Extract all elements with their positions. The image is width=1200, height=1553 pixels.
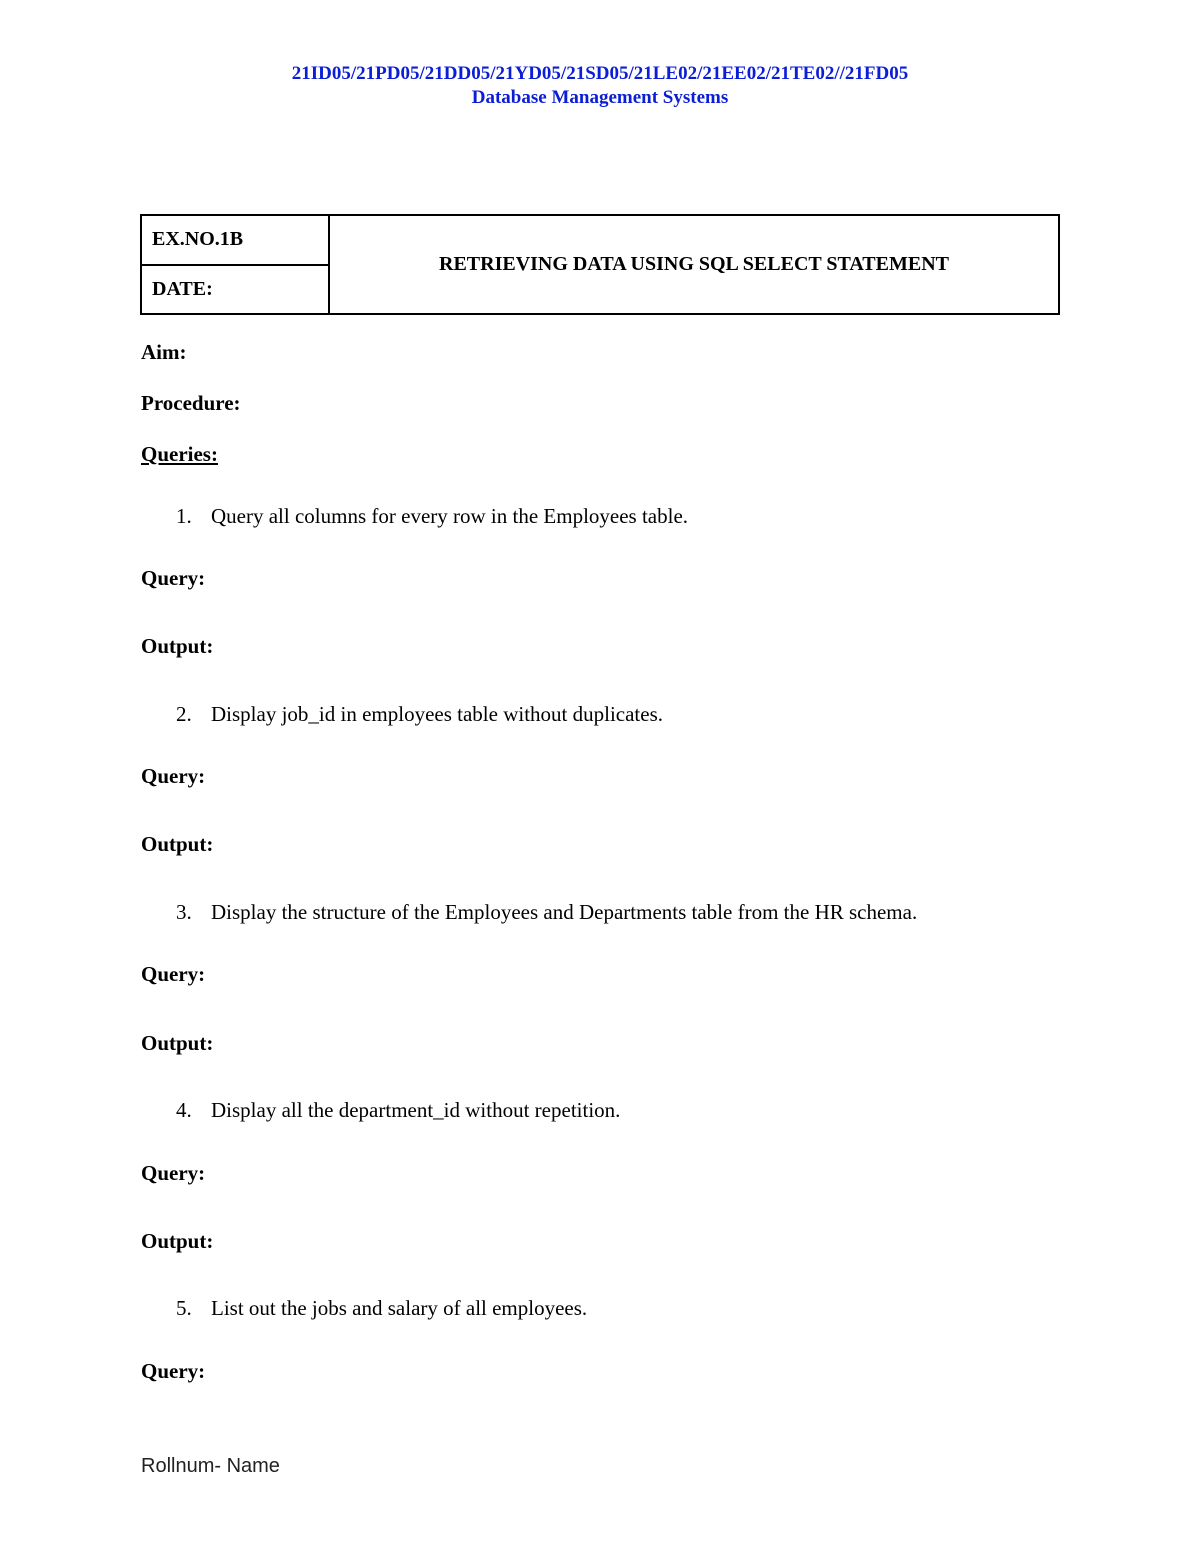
list-item [176, 1296, 587, 1321]
query-label: Query: [141, 764, 206, 788]
list-item-text: Display all the department_id without repetition. [211, 1098, 621, 1122]
exercise-title-cell: RETRIEVING DATA USING SQL SELECT STATEMENT [329, 215, 1059, 314]
list-item-number: 1. [176, 504, 192, 528]
list-item-text: Display the structure of the Employees and Departments table from the HR schema. [211, 900, 918, 924]
course-name-header: Database Management Systems [471, 87, 729, 108]
list-item-number: 3. [176, 900, 192, 924]
procedure-label: Procedure: [141, 391, 241, 415]
list-item-number: 2. [176, 702, 192, 726]
list-item-text: Display job_id in employees table without duplicates. [211, 702, 664, 726]
list-item-number: 4. [176, 1098, 192, 1122]
queries-label: Queries: [141, 442, 218, 466]
output-label: Output: [141, 1031, 214, 1055]
query-label: Query: [141, 566, 206, 590]
list-item-text: List out the jobs and salary of all employees. [211, 1296, 588, 1320]
date-cell: DATE: [141, 265, 329, 315]
query-label: Query: [141, 1359, 206, 1383]
aim-label: Aim: [141, 340, 187, 364]
exercise-header-table [140, 214, 1060, 315]
list-item [176, 702, 663, 727]
list-item-number: 5. [176, 1296, 192, 1320]
list-item-text: Query all columns for every row in the Employees table. [211, 504, 689, 528]
list-item [176, 1098, 620, 1123]
query-label: Query: [141, 1161, 206, 1185]
output-label: Output: [141, 832, 214, 856]
query-label: Query: [141, 962, 206, 986]
output-label: Output: [141, 634, 214, 658]
footer-rollnum-name: Rollnum- Name [141, 1455, 280, 1477]
course-codes-header: 21ID05/21PD05/21DD05/21YD05/21SD05/21LE02/21EE02/21TE02//21FD05 [291, 63, 909, 84]
output-label: Output: [141, 1229, 214, 1253]
list-item [176, 900, 917, 925]
exercise-number-cell: EX.NO.1B [141, 215, 329, 265]
list-item [176, 504, 688, 529]
